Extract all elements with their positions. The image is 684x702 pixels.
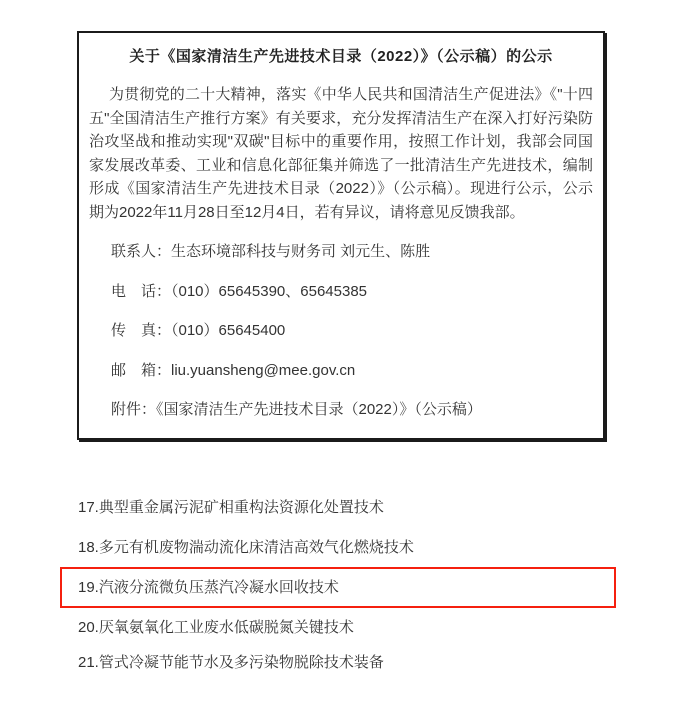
tech-list	[78, 496, 616, 691]
fax-line: 传 真：（010）65645400	[111, 322, 286, 339]
list-item-21: 21.管式冷凝节能节水及多污染物脱除技术装备	[78, 654, 384, 671]
contact-person-line: 联系人：生态环境部科技与财务司 刘元生、陈胜	[111, 243, 431, 260]
list-item-18: 18.多元有机废物湍动流化床清洁高效气化燃烧技术	[78, 539, 414, 556]
list-item-17: 17.典型重金属污泥矿相重构法资源化处置技术	[78, 499, 384, 516]
notice-title: 关于《国家清洁生产先进技术目录（2022）》（公示稿）的公示	[129, 48, 553, 65]
notice-box	[77, 31, 605, 440]
list-item-19-highlighted: 19.汽液分流微负压蒸汽冷凝水回收技术	[60, 567, 616, 608]
list-item-20: 20.厌氧氨氧化工业废水低碳脱氮关键技术	[78, 619, 354, 636]
email-line: 邮 箱：liu.yuansheng@mee.gov.cn	[111, 361, 356, 379]
phone-line: 电 话：（010）65645390、65645385	[111, 282, 368, 300]
notice-body-paragraph: 为贯彻党的二十大精神，落实《中华人民共和国清洁生产促进法》《"十四五"全国清洁生产推行方案》有关要求，充分发挥清洁生产在深入打好污染防治攻坚战和推动实现"双碳"目标中的重要作用，按照工作计划，我部会同国家发展改革委、工业和信息化部征集并筛选了一批清洁生产先进技术，编制形成《国家清洁生产先进技术目录（2022）》（公示稿）。现进行公示，公示期为2022年11月28日至12月4日，若有异议，请将意见反馈我部。	[89, 86, 593, 221]
attachment-line: 附件：《国家清洁生产先进技术目录（2022）》（公示稿）	[111, 401, 482, 418]
